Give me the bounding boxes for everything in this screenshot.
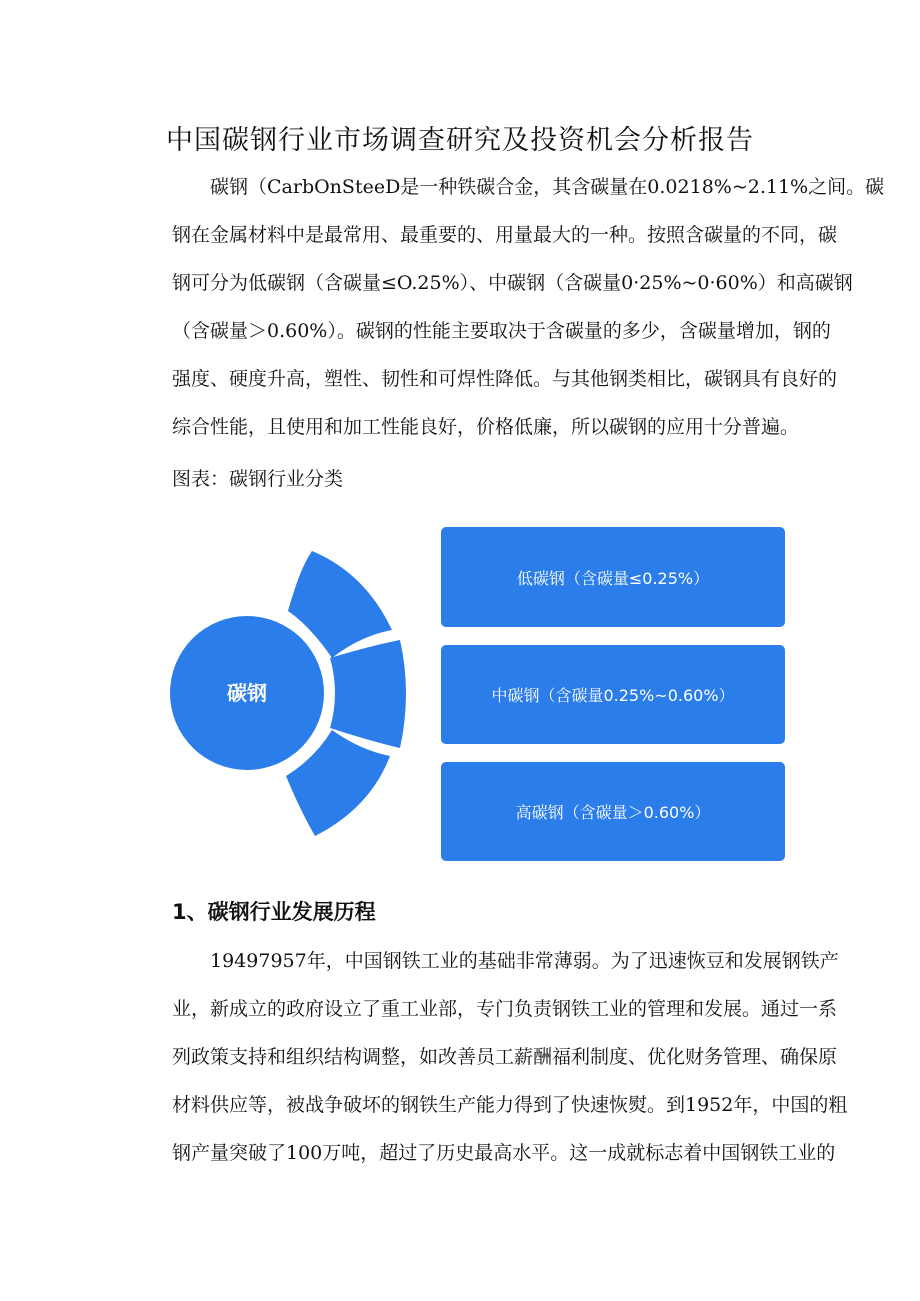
section-heading: 1、碳钢行业发展历程 — [172, 900, 376, 924]
history-line: 19497957年，中国钢铁工业的基础非常薄弱。为了迅速恢豆和发展钢铁产 — [172, 950, 839, 972]
center-label: 碳钢 — [227, 681, 267, 705]
history-line: 钢产量突破了100万吨，超过了历史最高水平。这一成就标志着中国钢铁工业的 — [172, 1142, 836, 1164]
figure-caption: 图表：碳钢行业分类 — [172, 468, 344, 490]
history-paragraph — [172, 937, 848, 1177]
wedge-middle — [330, 640, 406, 748]
intro-line: （含碳量＞0.60%）。碳钢的性能主要取决于含碳量的多少，含碳量增加，钢的 — [172, 320, 831, 342]
history-line: 材料供应等，被战争破坏的钢铁生产能力得到了快速恢熨。到1952年，中国的粗 — [172, 1094, 848, 1116]
intro-line: 综合性能，且使用和加工性能良好，价格低廉，所以碳钢的应用十分普遍。 — [172, 416, 800, 438]
box-medium-label: 中碳钢（含碳量0.25%~0.60%） — [491, 686, 735, 705]
intro-line: 碳钢（CarbOnSteeD是一种铁碳合金，其含碳量在0.0218%~2.11%之间。碳 — [172, 176, 885, 198]
box-high-label: 高碳钢（含碳量＞0.60%） — [515, 803, 711, 822]
intro-line: 钢在金属材料中是最常用、最重要的、用量最大的一种。按照含碳量的不同，碳 — [172, 224, 838, 246]
intro-line: 钢可分为低碳钢（含碳量≤O.25%）、中碳钢（含碳量0·25%~0·60%）和高碳钢 — [172, 272, 853, 294]
history-line: 列政策支持和组织结构调整，如改善员工薪酬福利制度、优化财务管理、确保原 — [172, 1046, 838, 1068]
carbon-steel-classification-diagram — [160, 518, 800, 868]
intro-line: 强度、硬度升高，塑性、韧性和可焊性降低。与其他钢类相比，碳钢具有良好的 — [172, 368, 838, 390]
history-line: 业，新成立的政府设立了重工业部，专门负责钢铁工业的管理和发展。通过一系 — [172, 998, 838, 1020]
document-title: 中国碳钢行业市场调查研究及投资机会分析报告 — [166, 125, 754, 156]
intro-paragraph — [172, 163, 885, 451]
box-low-label: 低碳钢（含碳量≤0.25%） — [516, 569, 710, 588]
